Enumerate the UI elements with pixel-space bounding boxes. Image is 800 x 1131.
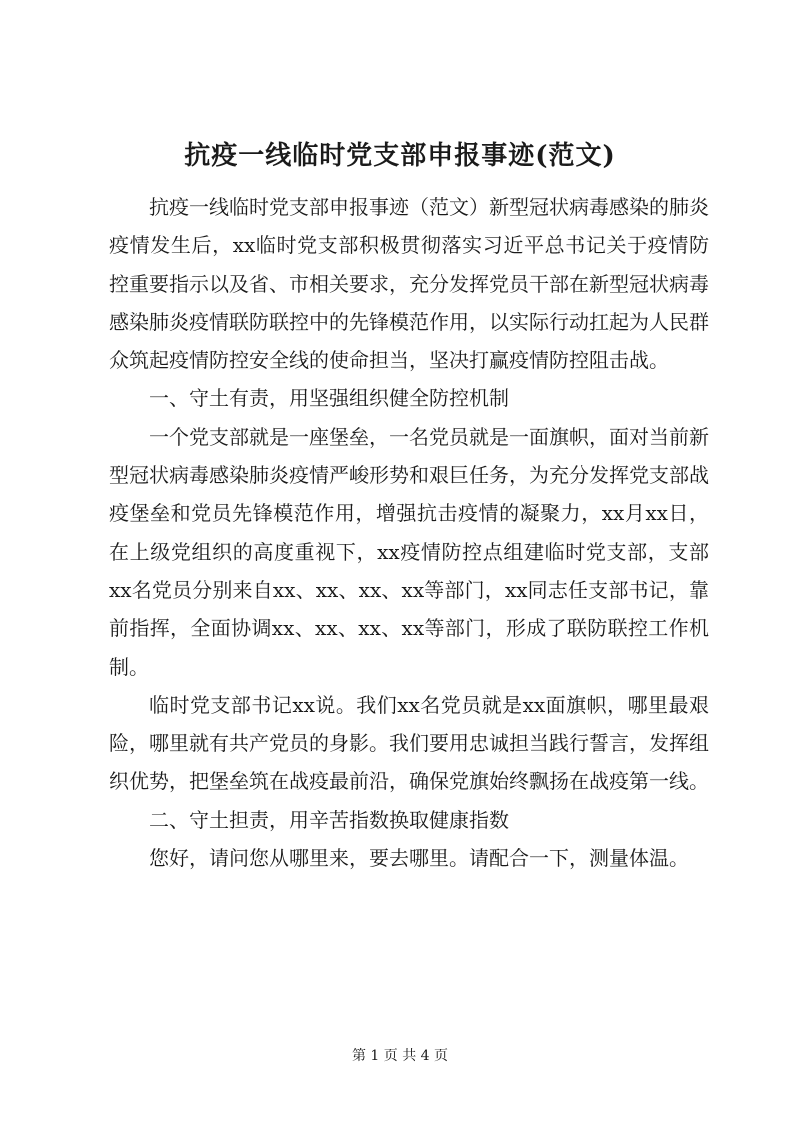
section-heading-1: 一、守土有责，用坚强组织健全防控机制	[149, 386, 509, 411]
paragraph-section-2: 您好，请问您从哪里来，要去哪里。请配合一下，测量体温。	[149, 846, 689, 871]
document-body	[109, 188, 709, 877]
paragraph-intro: 抗疫一线临时党支部申报事迹（范文）新型冠状病毒感染的肺炎疫情发生后，xx临时党支部积极贯彻落实习近平总书记关于疫情防控重要指示以及省、市相关要求，充分发挥党员干部在新型冠状病毒感染肺炎疫情联防联控中的先锋模范作用，以实际行动扛起为人民群众筑起疫情防控安全线的使命担当，坚决打赢疫情防控阻击战。	[109, 195, 709, 373]
section-heading-2: 二、守土担责，用辛苦指数换取健康指数	[149, 807, 509, 832]
paragraph-quote: 临时党支部书记xx说。我们xx名党员就是xx面旗帜，哪里最艰险，哪里就有共产党员的身影。我们要用忠诚担当践行誓言，发挥组织优势，把堡垒筑在战疫最前沿，确保党旗始终飘扬在战疫第一线。	[109, 692, 709, 794]
document-title: 抗疫一线临时党支部申报事迹(范文)	[184, 141, 616, 171]
page-number-footer: 第 1 页 共 4 页	[351, 1048, 449, 1064]
paragraph-section-1: 一个党支部就是一座堡垒，一名党员就是一面旗帜，面对当前新型冠状病毒感染肺炎疫情严峻形势和艰巨任务，为充分发挥党支部战疫堡垒和党员先锋模范作用，增强抗击疫情的凝聚力，xx月xx日，在上级党组织的高度重视下，xx疫情防控点组建临时党支部，支部xx名党员分别来自xx、xx、xx、xx等部门，xx同志任支部书记，靠前指挥，全面协调xx、xx、xx、xx等部门，形成了联防联控工作机制。	[109, 424, 709, 679]
